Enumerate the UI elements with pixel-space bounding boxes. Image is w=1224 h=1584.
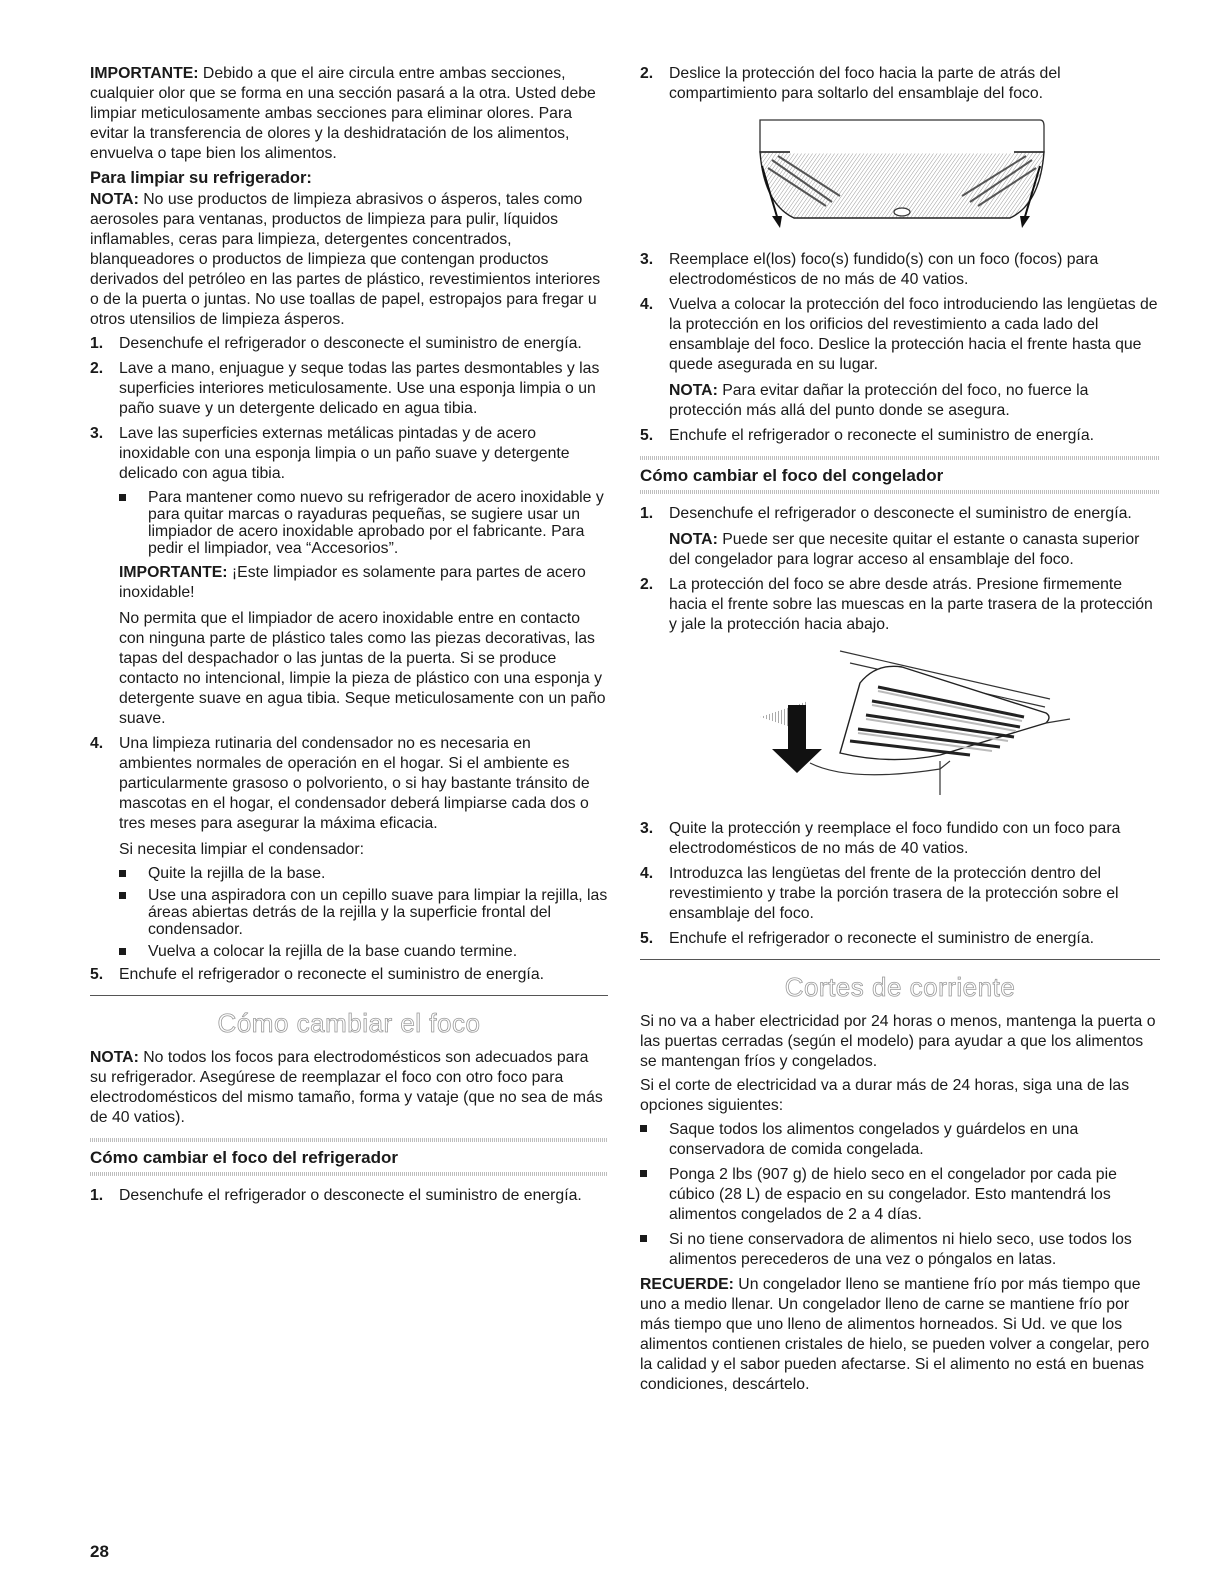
clean-step-2 <box>90 359 608 419</box>
step-text: La protección del foco se abre desde atrás. Presione firmemente hacia el frente sobre las muescas en la parte trasera de la protección y jale la protección hacia abajo. <box>669 576 1153 633</box>
bullet-text: Quite la rejilla de la base. <box>148 865 326 882</box>
step-number: 1. <box>90 1187 104 1204</box>
square-bullet-icon <box>640 1125 647 1132</box>
step-number: 2. <box>640 65 654 82</box>
clean-heading: Para limpiar su refrigerador: <box>90 169 312 187</box>
step-text: Desenchufe el refrigerador o desconecte el suministro de energía. <box>119 1187 582 1204</box>
step-number: 3. <box>640 251 654 268</box>
left-column <box>90 64 608 1211</box>
square-bullet-icon <box>119 948 126 955</box>
bullet-item <box>119 865 608 882</box>
freezer-step-2 <box>640 575 1160 635</box>
note-text: Puede ser que necesite quitar el estante o canasta superior del congelador para lograr acceso al ensamblaje del foco. <box>669 531 1140 568</box>
step-text: Enchufe el refrigerador o reconecte el suministro de energía. <box>669 930 1094 947</box>
note-label: NOTA: <box>90 191 139 208</box>
clean-step-3 <box>90 424 608 729</box>
remember-paragraph <box>640 1275 1160 1395</box>
step-number: 3. <box>640 820 654 837</box>
step-number: 2. <box>640 576 654 593</box>
freezer-bulb-heading: Cómo cambiar el foco del congelador <box>640 466 944 485</box>
freezer-step-4 <box>640 864 1160 924</box>
cleaner-important <box>119 563 608 603</box>
step-text: Desenchufe el refrigerador o desconecte el suministro de energía. <box>119 335 582 352</box>
step-text: Enchufe el refrigerador o reconecte el suministro de energía. <box>119 966 544 983</box>
important-paragraph <box>90 64 608 164</box>
outage-paragraph-2: Si el corte de electricidad va a durar más de 24 horas, siga una de las opciones siguientes: <box>640 1077 1130 1114</box>
freezer-light-cover-diagram <box>640 643 1160 803</box>
section-divider <box>640 959 1160 960</box>
step-text: Una limpieza rutinaria del condensador no es necesaria en ambientes normales de operación en el hogar. Si el ambiente es particularmente grasoso o polvoriento, o si hay bastante tránsito de mascotas en el hogar, el condensador deberá limpiarse cada dos o tres meses para asegurar la máxima eficacia. <box>119 735 590 832</box>
square-bullet-icon <box>640 1170 647 1177</box>
note-text: No use productos de limpieza abrasivos o ásperos, tales como aerosoles para ventanas, productos de limpieza para pulir, líquidos inflamables, ceras para limpieza, detergentes concentrados, blanqueadores o productos de limpieza que contengan productos derivados del petróleo en las partes de plástico, revestimientos interiores o de la puerta o juntas. No use toallas de papel, estropajos para fregar u otros utensilios de limpieza ásperos. <box>90 191 601 328</box>
important-text: Debido a que el aire circula entre ambas secciones, cualquier olor que se forma en una sección pasará a la otra. Usted debe limpiar meticulosamente ambas secciones para eliminar olores. Para evitar la transferencia de olores y la deshidratación de los alimentos, envuelva o tape bien los alimentos. <box>90 65 596 162</box>
square-bullet-icon <box>640 1235 647 1242</box>
fridge-step-5 <box>640 426 1160 446</box>
outage-bullet <box>640 1230 1160 1270</box>
step-number: 2. <box>90 360 104 377</box>
freezer-bulb-cover-illustration <box>640 643 1160 809</box>
bullet-text: Para mantener como nuevo su refrigerador de acero inoxidable y para quitar marcas o rayaduras pequeñas, se sugiere usar un limpiador de acero inoxidable aprobado por el fabricante. Para pedir el limpiador, vea “Accesorios”. <box>148 489 604 557</box>
clean-step-4 <box>90 734 608 960</box>
clean-step-5 <box>90 965 608 985</box>
note-label: NOTA: <box>669 531 718 548</box>
freezer-bulb-heading-block <box>640 456 1160 494</box>
freezer-step-5 <box>640 929 1160 949</box>
step-number: 5. <box>640 930 654 947</box>
shaded-rule <box>90 1138 608 1142</box>
important-label: IMPORTANTE: <box>119 564 228 581</box>
step-text: Quite la protección y reemplace el foco fundido con un foco para electrodomésticos de no más de 40 vatios. <box>669 820 1121 857</box>
step-text: Introduzca las lengüetas del frente de la protección dentro del revestimiento y trabe la porción trasera de la protección sobre el ensamblaje del foco. <box>669 865 1119 922</box>
step-text: Lave las superficies externas metálicas pintadas y de acero inoxidable con una esponja limpia o un paño suave y detergente delicado con agua tibia. <box>119 425 570 482</box>
step-number: 5. <box>90 966 104 983</box>
important-label: IMPORTANTE: <box>90 65 199 82</box>
fridge-step-2 <box>640 64 1160 104</box>
step-text: Enchufe el refrigerador o reconecte el suministro de energía. <box>669 427 1094 444</box>
outage-bullet <box>640 1165 1160 1225</box>
cleaner-warning: No permita que el limpiador de acero inoxidable entre en contacto con ninguna parte de plástico tales como las piezas decorativas, las tapas del despachador o las juntas de la puerta. Si se produce contacto no intencional, limpie la pieza de plástico con una esponja y detergente suave en agua tibia. Seque meticulosamente con un paño suave. <box>119 610 606 727</box>
shaded-rule <box>640 490 1160 494</box>
freezer-step-1 <box>640 504 1160 570</box>
outage-paragraph-1: Si no va a haber electricidad por 24 horas o menos, mantenga la puerta o las puertas cerradas (según el modelo) para ayudar a que los alimentos se mantengan fríos y congelados. <box>640 1013 1156 1070</box>
right-column <box>640 64 1160 1399</box>
fridge-step-4-note <box>669 381 1160 421</box>
fridge-bulb-heading: Cómo cambiar el foco del refrigerador <box>90 1148 398 1167</box>
bulb-note <box>90 1048 608 1128</box>
fridge-bulb-heading-block <box>90 1138 608 1176</box>
fridge-step-3 <box>640 250 1160 290</box>
note-label: NOTA: <box>90 1049 139 1066</box>
condenser-intro: Si necesita limpiar el condensador: <box>119 841 364 858</box>
bullet-item <box>119 489 608 557</box>
remember-label: RECUERDE: <box>640 1276 734 1293</box>
note-text: Para evitar dañar la protección del foco, no fuerce la protección más allá del punto donde se asegura. <box>669 382 1089 419</box>
bullet-text: Si no tiene conservadora de alimentos ni hielo seco, use todos los alimentos perecederos de una vez o póngalos en latas. <box>669 1231 1132 1268</box>
step-number: 4. <box>90 735 104 752</box>
freezer-step-3 <box>640 819 1160 859</box>
fridge-light-cover-diagram <box>640 112 1160 234</box>
step-text: Reemplace el(los) foco(s) fundido(s) con un foco (focos) para electrodomésticos de no más de 40 vatios. <box>669 251 1099 288</box>
step-number: 4. <box>640 865 654 882</box>
fridge-bulb-cover-illustration <box>640 112 1160 240</box>
power-outage-title: Cortes de corriente <box>784 972 1016 1002</box>
note-text: No todos los focos para electrodomésticos son adecuados para su refrigerador. Asegúrese de reemplazar el foco con otro foco para electrodomésticos del mismo tamaño, forma y vataje (que no sea de más de 40 vatios). <box>90 1049 603 1126</box>
square-bullet-icon <box>119 494 126 501</box>
clean-note <box>90 190 608 330</box>
clean-step-1 <box>90 334 608 354</box>
bullet-text: Vuelva a colocar la rejilla de la base cuando termine. <box>148 943 518 960</box>
bullet-item <box>119 887 608 938</box>
step-text: Deslice la protección del foco hacia la parte de atrás del compartimiento para soltarlo del ensamblaje del foco. <box>669 65 1061 102</box>
bullet-text: Saque todos los alimentos congelados y guárdelos en una conservadora de comida congelada. <box>669 1121 1079 1158</box>
fridge-step-1 <box>90 1186 608 1206</box>
bullet-text: Use una aspiradora con un cepillo suave para limpiar la rejilla, las áreas abiertas detrás de la rejilla y la superficie frontal del condensador. <box>148 887 608 938</box>
step-number: 3. <box>90 425 104 442</box>
square-bullet-icon <box>119 892 126 899</box>
bullet-item <box>119 943 608 960</box>
important-text: ¡Este limpiador es solamente para partes de acero inoxidable! <box>119 564 586 601</box>
step-number: 4. <box>640 296 654 313</box>
note-label: NOTA: <box>669 382 718 399</box>
step-text: Desenchufe el refrigerador o desconecte el suministro de energía. <box>669 505 1132 522</box>
section-divider <box>90 995 608 996</box>
outage-bullet <box>640 1120 1160 1160</box>
shaded-rule <box>90 1172 608 1176</box>
bulb-section-title: Cómo cambiar el foco <box>217 1008 481 1038</box>
shaded-rule <box>640 456 1160 460</box>
step-number: 5. <box>640 427 654 444</box>
page-number: 28 <box>90 1542 109 1561</box>
square-bullet-icon <box>119 870 126 877</box>
step-text: Lave a mano, enjuague y seque todas las partes desmontables y las superficies interiores meticulosamente. Use una esponja limpia o un paño suave y un detergente delicado en agua tibia. <box>119 360 600 417</box>
step-number: 1. <box>90 335 104 352</box>
bullet-text: Ponga 2 lbs (907 g) de hielo seco en el congelador por cada pie cúbico (28 L) de espacio en su congelador. Esto mantendrá los alimentos congelados de 2 a 4 días. <box>669 1166 1117 1223</box>
freezer-step-1-note <box>669 530 1160 570</box>
step-number: 1. <box>640 505 654 522</box>
fridge-step-4 <box>640 295 1160 421</box>
remember-text: Un congelador lleno se mantiene frío por más tiempo que uno a medio llenar. Un congelador lleno de carne se mantiene frío por más tiempo que uno lleno de alimentos horneados. Si Ud. ve que los alimentos contienen cristales de hielo, se pueden volver a congelar, pero la calidad y el sabor pueden afectarse. Si el alimento no está en buenas condiciones, descártelo. <box>640 1276 1150 1393</box>
step-text: Vuelva a colocar la protección del foco introduciendo las lengüetas de la protección en los orificios del revestimiento a cada lado del ensamblaje del foco. Deslice la protección hacia el frente hasta que quede asegurada en su lugar. <box>669 296 1158 373</box>
